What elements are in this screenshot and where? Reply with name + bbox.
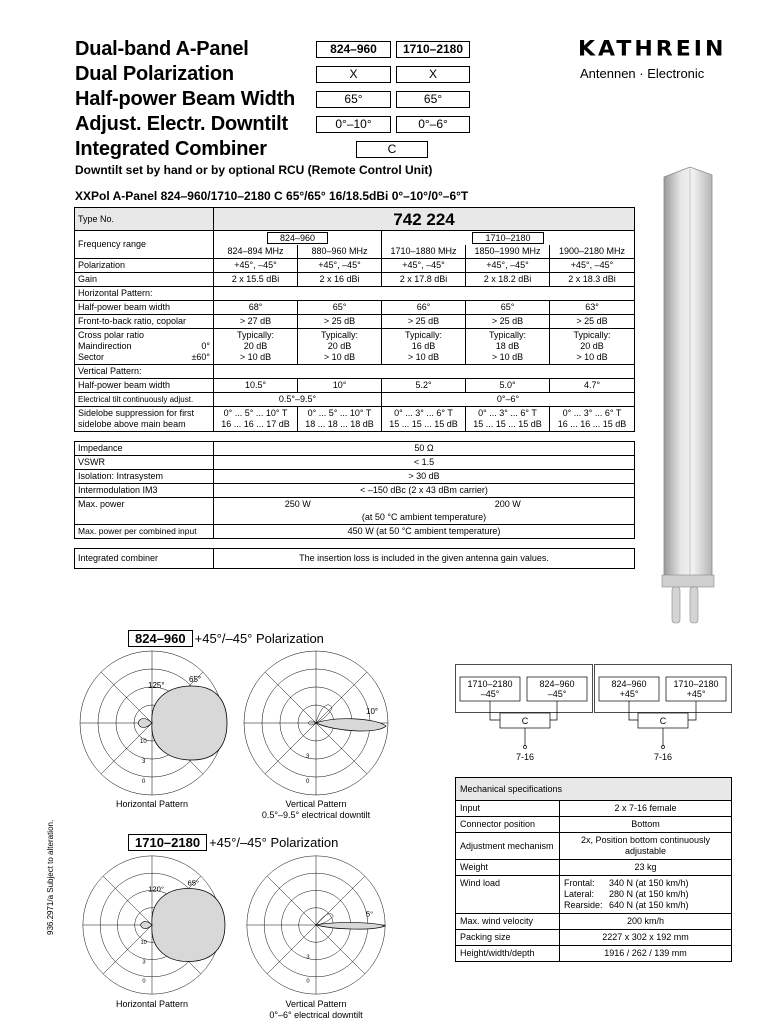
table-row: [75, 208, 635, 231]
isolation-label: Isolation: Intrasystem: [75, 470, 214, 484]
h-caption-low: Horizontal Pattern: [115, 799, 189, 809]
polarization-cell: +45°, –45°: [382, 259, 466, 273]
freq-cell: 1900–2180 MHz: [550, 245, 635, 259]
table-row: [75, 525, 635, 539]
diag-combiner: C: [659, 716, 667, 726]
hpbw-label: Half-power beam width: [75, 301, 214, 315]
combiner-block-diagram: [455, 664, 732, 766]
model-designation: XXPol A-Panel 824–960/1710–2180 C 65°/65° 16/18.5dBi 0°–10°/0°–6°T: [75, 189, 469, 203]
horizontal-pattern-label: Horizontal Pattern:: [75, 287, 214, 301]
vswr-label: VSWR: [75, 456, 214, 470]
xpol-sector-cell: > 10 dB: [407, 352, 440, 362]
vhpbw-cell: 4.7°: [550, 379, 635, 393]
horizontal-pattern-high: [72, 853, 232, 997]
table-row: [75, 231, 635, 246]
gain-label: Gain: [75, 273, 214, 287]
kathrein-logo: KATHREIN: [578, 37, 727, 62]
ftb-cell: > 25 dB: [550, 315, 635, 329]
xpol-sector-cell: > 10 dB: [323, 352, 356, 362]
table-row: [75, 365, 635, 379]
mech-value: 2227 x 302 x 192 mm: [560, 930, 732, 946]
table-row: [456, 833, 732, 860]
beam-high-box: 65°: [396, 91, 470, 108]
polarization-low-box: X: [316, 66, 391, 83]
table-row: [75, 498, 635, 512]
table-row: [75, 456, 635, 470]
xpol-typ: Typically:: [404, 330, 442, 340]
table-row: [456, 778, 732, 801]
wind-key: Frontal:: [564, 878, 595, 888]
sls-cell: 18 ... 18 ... 18 dB: [305, 419, 374, 429]
wind-label: Wind load: [456, 876, 560, 914]
scale-label: 10: [140, 940, 147, 947]
xpol-main-angle: 0°: [201, 341, 210, 351]
impedance-label: Impedance: [75, 442, 214, 456]
vertical-pattern-low: [236, 648, 396, 798]
wind-key: Rearside:: [564, 900, 603, 910]
sls-label-1: Sidelobe suppression for first: [78, 408, 195, 418]
mech-value: 2x, Position bottom continuously adjustable: [560, 833, 732, 860]
mech-value: Bottom: [560, 817, 732, 833]
scale-label: 3: [142, 759, 146, 765]
vhpbw-cell: 10.5°: [214, 379, 298, 393]
polarization-label: Polarization: [75, 259, 214, 273]
table-row: [456, 914, 732, 930]
wind-value: 640 N (at 150 km/h): [609, 900, 689, 910]
sls-cell: 15 ... 15 ... 15 dB: [473, 419, 542, 429]
table-row: [75, 329, 635, 365]
freq-cell: 1710–1880 MHz: [382, 245, 466, 259]
scale-label: 3: [306, 754, 310, 760]
mech-label: Packing size: [456, 930, 560, 946]
xpol-typ: Typically:: [488, 330, 526, 340]
combiner-label: Integrated combiner: [75, 549, 214, 569]
pattern-heading-high: [128, 834, 338, 851]
xpol-typ: Typically:: [573, 330, 611, 340]
xpol-main-cell: 20 dB: [580, 341, 604, 351]
wind-value: 280 N (at 150 km/h): [609, 889, 689, 899]
v-caption-high: Vertical Pattern: [285, 999, 347, 1009]
angle-label: 125°: [148, 681, 165, 690]
diag-box-pol: +45°: [686, 689, 706, 699]
ftb-cell: > 25 dB: [298, 315, 382, 329]
v-caption-low: Vertical Pattern: [285, 799, 347, 809]
beam-low-box: 65°: [316, 91, 391, 108]
table-row: [75, 315, 635, 329]
gain-cell: 2 x 18.3 dBi: [550, 273, 635, 287]
diag-box-freq: 1710–2180: [467, 679, 513, 689]
v-note-high: 0°–6° electrical downtilt: [269, 1010, 363, 1020]
brand-subtitle: Antennen · Electronic: [580, 66, 705, 81]
pattern-heading-low: [128, 630, 324, 647]
horizontal-pattern-low: [72, 648, 232, 798]
scale-label: 0: [142, 779, 146, 785]
sls-cell: 0° ... 3° ... 6° T: [562, 408, 622, 418]
vertical-pattern-high: [236, 853, 396, 997]
vswr-value: < 1.5: [214, 456, 635, 470]
polarization-cell: +45°, –45°: [466, 259, 550, 273]
sls-cell: 15 ... 15 ... 15 dB: [389, 419, 458, 429]
isolation-value: > 30 dB: [214, 470, 635, 484]
pattern-pol-text: +45°/–45° Polarization: [194, 631, 324, 646]
mech-label: Height/width/depth: [456, 946, 560, 962]
hpbw-cell: 63°: [550, 301, 635, 315]
table-row: [456, 817, 732, 833]
tilt-low-box: 0°–10°: [316, 116, 391, 133]
wind-key: Lateral:: [564, 889, 595, 899]
xpol-typ: Typically:: [320, 330, 358, 340]
xpol-main-cell: 20 dB: [327, 341, 352, 351]
xpol-typ: Typically:: [236, 330, 274, 340]
ftb-label: Front-to-back ratio, copolar: [75, 315, 214, 329]
title-downtilt: Adjust. Electr. Downtilt: [75, 113, 288, 135]
gain-cell: 2 x 15.5 dBi: [214, 273, 298, 287]
polarization-cell: +45°, –45°: [298, 259, 382, 273]
xpol-label: Cross polar ratio: [78, 330, 145, 340]
hpbw-cell: 65°: [466, 301, 550, 315]
polarization-cell: +45°, –45°: [550, 259, 635, 273]
table-row: [456, 876, 732, 914]
mechanical-spec-table: [455, 777, 732, 962]
table-row: [456, 946, 732, 962]
table-row: [456, 860, 732, 876]
mech-label: Weight: [456, 860, 560, 876]
scale-label: 3: [142, 959, 146, 966]
table-row: [75, 470, 635, 484]
band-low-box: 824–960: [316, 41, 391, 58]
sls-cell: 0° ... 5° ... 10° T: [223, 408, 288, 418]
downtilt-note: Downtilt set by hand or by optional RCU (Remote Control Unit): [75, 163, 433, 177]
vertical-pattern-label: Vertical Pattern:: [75, 365, 214, 379]
band-low-label: 824–960: [267, 232, 328, 244]
mech-value: 1916 / 262 / 139 mm: [560, 946, 732, 962]
pattern-pol-text: +45°/–45° Polarization: [209, 835, 339, 850]
tilt-label: 5°: [365, 909, 374, 919]
gain-cell: 2 x 18.2 dBi: [466, 273, 550, 287]
mech-value: 2 x 7-16 female: [560, 801, 732, 817]
title-dual-polarization: Dual Polarization: [75, 63, 234, 85]
maxpower-note: (at 50 °C ambient temperature): [214, 511, 635, 525]
angle-label: 65°: [189, 675, 202, 684]
h-caption-high: Horizontal Pattern: [115, 999, 189, 1009]
polarization-cell: +45°, –45°: [214, 259, 298, 273]
sls-cell: 0° ... 3° ... 6° T: [394, 408, 453, 418]
type-number: 742 224: [214, 208, 635, 231]
combiner-value: The insertion loss is included in the given antenna gain values.: [214, 549, 635, 569]
table-row: [75, 259, 635, 273]
table-row: [75, 549, 635, 569]
diag-connector: 7-16: [515, 752, 535, 762]
mech-label: Connector position: [456, 817, 560, 833]
ftb-cell: > 25 dB: [382, 315, 466, 329]
mech-value: 200 km/h: [560, 914, 732, 930]
diag-box-freq: 824–960: [611, 679, 647, 689]
scale-label: 0: [306, 978, 310, 985]
xpol-sector-cell: > 10 dB: [239, 352, 272, 362]
pattern-band-high: 1710–2180: [128, 834, 207, 851]
diag-box-pol: –45°: [480, 689, 500, 699]
table-row: [456, 930, 732, 946]
vhpbw-cell: 10°: [298, 379, 382, 393]
table-row: [75, 301, 635, 315]
mech-title: Mechanical specifications: [456, 778, 732, 801]
xpol-main-label: Maindirection: [78, 341, 132, 351]
table-row: [75, 484, 635, 498]
tilt-low-cell: 0.5°–9.5°: [214, 393, 382, 407]
title-beam-width: Half-power Beam Width: [75, 88, 296, 110]
gain-cell: 2 x 16 dBi: [298, 273, 382, 287]
freq-cell: 1850–1990 MHz: [466, 245, 550, 259]
table-row: [75, 442, 635, 456]
maxcomb-value: 450 W (at 50 °C ambient temperature): [214, 525, 635, 539]
gain-cell: 2 x 17.8 dBi: [382, 273, 466, 287]
tilt-high-cell: 0°–6°: [382, 393, 635, 407]
angle-label: 65°: [187, 878, 200, 888]
tilt-high-box: 0°–6°: [396, 116, 470, 133]
mech-label: Max. wind velocity: [456, 914, 560, 930]
maxpower-high: 200 W: [382, 498, 635, 512]
table-row: [75, 393, 635, 407]
diag-combiner: C: [521, 716, 529, 726]
diag-box-pol: +45°: [619, 689, 639, 699]
angle-label: 120°: [148, 884, 165, 894]
mech-label: Input: [456, 801, 560, 817]
mech-value: 23 kg: [560, 860, 732, 876]
title-combiner: Integrated Combiner: [75, 138, 267, 160]
sls-label-2: sidelobe above main beam: [78, 419, 186, 429]
v-note-low: 0.5°–9.5° electrical downtilt: [261, 810, 371, 820]
impedance-value: 50 Ω: [214, 442, 635, 456]
maxpower-low: 250 W: [214, 498, 382, 512]
table-row: [75, 287, 635, 301]
sls-cell: 16 ... 16 ... 17 dB: [221, 419, 290, 429]
table-row: [75, 379, 635, 393]
im3-label: Intermodulation IM3: [75, 484, 214, 498]
diag-box-pol: –45°: [547, 689, 567, 699]
sls-cell: 0° ... 5° ... 10° T: [307, 408, 372, 418]
mech-label: Adjustment mechanism: [456, 833, 560, 860]
hpbw-cell: 68°: [214, 301, 298, 315]
maxpower-label: Max. power: [75, 498, 214, 525]
pattern-band-low: 824–960: [128, 630, 193, 647]
band-high-label: 1710–2180: [472, 232, 543, 244]
diag-box-freq: 824–960: [539, 679, 575, 689]
table-row: [75, 273, 635, 287]
freq-cell: 824–894 MHz: [214, 245, 298, 259]
hpbw-cell: 65°: [298, 301, 382, 315]
scale-label: 0: [306, 779, 310, 785]
maxcomb-label: Max. power per combined input: [75, 525, 214, 539]
xpol-sector-cell: > 10 dB: [576, 352, 608, 362]
scale-label: 3: [306, 954, 310, 961]
band-high-box: 1710–2180: [396, 41, 470, 58]
type-label: Type No.: [75, 208, 214, 231]
vhpbw-cell: 5.2°: [382, 379, 466, 393]
polarization-high-box: X: [396, 66, 470, 83]
ftb-cell: > 25 dB: [466, 315, 550, 329]
xpol-sector-angle: ±60°: [191, 352, 210, 362]
diag-box-freq: 1710–2180: [673, 679, 719, 689]
vhpbw-cell: 5.0°: [466, 379, 550, 393]
diag-connector: 7-16: [653, 752, 673, 762]
freq-cell: 880–960 MHz: [298, 245, 382, 259]
vhpbw-label: Half-power beam width: [75, 379, 214, 393]
xpol-main-cell: 18 dB: [495, 341, 520, 351]
title-dual-band: Dual-band A-Panel: [75, 38, 249, 60]
scale-label: 0: [142, 978, 146, 985]
xpol-sector-label: Sector: [78, 352, 105, 362]
tilt-label: 10°: [366, 707, 379, 716]
table-row: [456, 801, 732, 817]
xpol-main-cell: 20 dB: [243, 341, 268, 351]
scale-label: 10: [140, 739, 147, 745]
sls-cell: 0° ... 3° ... 6° T: [478, 408, 537, 418]
document-number: 936.2971/a Subject to alteration.: [46, 819, 55, 935]
wind-value: 340 N (at 150 km/h): [609, 878, 689, 888]
sls-cell: 16 ... 16 ... 15 dB: [557, 419, 627, 429]
electrical-spec-table: [74, 207, 635, 569]
xpol-sector-cell: > 10 dB: [491, 352, 524, 362]
im3-value: < –150 dBc (2 x 43 dBm carrier): [214, 484, 635, 498]
hpbw-cell: 66°: [382, 301, 466, 315]
table-row: [75, 407, 635, 432]
ftb-cell: > 27 dB: [214, 315, 298, 329]
xpol-main-cell: 16 dB: [411, 341, 436, 351]
tilt-label: Electrical tilt continuously adjust.: [75, 393, 214, 407]
freq-label: Frequency range: [75, 231, 214, 259]
combiner-box: C: [356, 141, 428, 158]
antenna-product-image: [650, 165, 730, 627]
